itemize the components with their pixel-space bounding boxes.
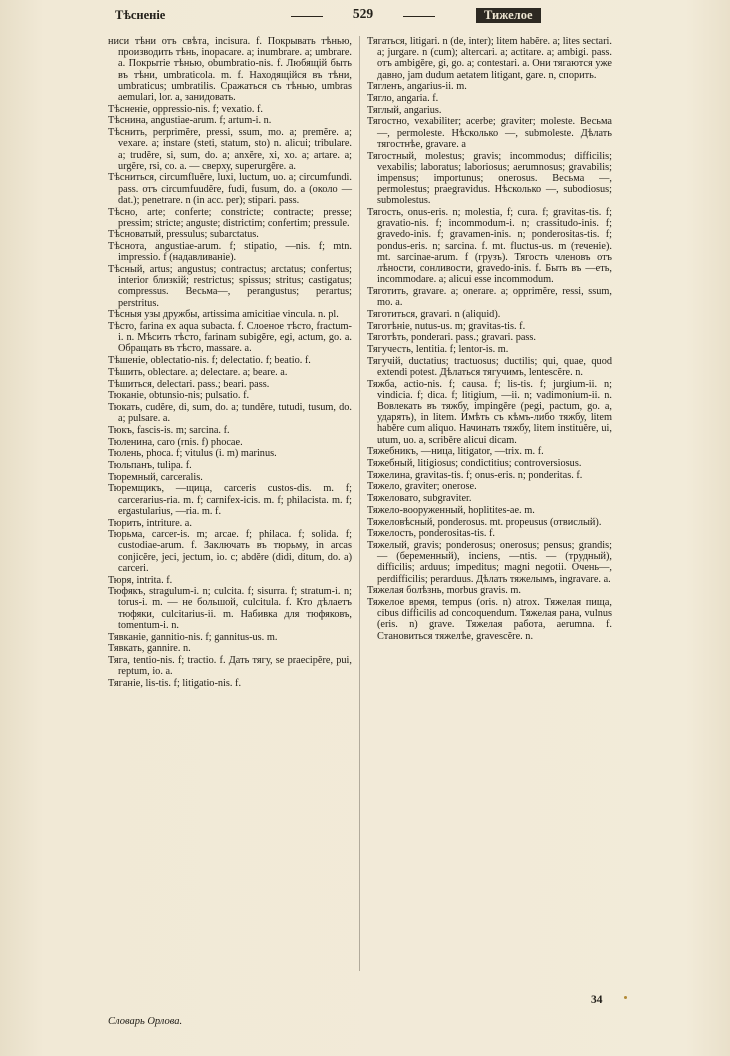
dictionary-entry: Тягучесть, lentitia. f; lentor-is. m. (367, 343, 509, 355)
dictionary-entry: Тѣсто, farina ex aqua subacta. f. Слоеное тѣсто, fractum-i. n. Мѣсить тѣсто, farinam subigĕre, egi, actum, go. a. Обращать въ тѣсто, massare. a. (108, 321, 352, 355)
dictionary-entry: Тюльпанъ, tulipa. f. (108, 460, 192, 472)
dictionary-entry: Тюремщикъ, —щица, carceris custos-dis. m. f; carcerarius-ria. m. f; carnifex-icis. m. f; philacista. m. f; ergastularius, —ria. m. f. (108, 483, 352, 517)
dictionary-entry: Тяжелый, gravis; ponderosus; onerosus; pensus; grandis; — (беременный), inciens, —ntis. — (трудный), difficilis; arduus; impeditus; magni negotii. Очень—, perdifficilis; perarduus. Дѣлать тяжелымъ, ingravare. a. (367, 539, 612, 585)
dictionary-entry: Тяготѣніе, nutus-us. m; gravitas-tis. f. (367, 320, 526, 332)
dictionary-entry: Тягостно, vexabiliter; acerbe; graviter; moleste. Весьма —, permoleste. Нѣсколько —, submoleste. Дѣлать тягостнѣе, gravare. a (367, 116, 612, 150)
dictionary-entry: Тюкъ, fascis-is. m; sarcina. f. (108, 424, 230, 436)
page-number: 529 (283, 6, 443, 22)
dictionary-entry: Тѣснить, perprimĕre, pressi, ssum, mo. a; premĕre. a; vexare. a; instare (steti, statum, sto) n. alicui; tribulare. a; trudĕre, si, sum, do. a; anxĕre, xi, xo. a; artare. a; urgĕre, rsi, co. a. — сверху, superurgĕre. a. (108, 127, 352, 172)
dictionary-entry: Тяжеловѣсный, ponderosus. mt. propeusus (отвислый). (367, 516, 602, 528)
left-column (108, 36, 352, 690)
dictionary-entry: Тяжелое время, tempus (oris. n) atrox. Тяжелая пища, cibus difficilis ad concoquendum. Тяжелая рана, vulnus (eris. n) grave. Тяжелая работа, aerumna. f. Становиться тяжелѣе, gravescĕre. n. (367, 596, 612, 642)
dictionary-entry: Тягость, onus-eris. n; molestia, f; cura. f; gravitas-tis. f; gravatio-nis. f; incommodum-i. n; crassitudo-inis. f; gravedo-inis. f; gravamen-inis. n; ponderositas-tis. f; pondus-eris. n; sarcina. f. mt. fluctus-us. m (теченіе). mt. sarcinae-arum. f (грузъ). Тягость членовъ отъ лѣности, сонливости, gravedo-inis. f. Быть въ —еть, incommodare. a; alicui esse incommodum. (367, 207, 612, 286)
dictionary-entry: Тяганіе, lis-tis. f; litigatio-nis. f. (108, 677, 242, 689)
dictionary-entry: Тявкать, gannire. n. (108, 643, 191, 655)
dictionary-entry: Тѣсныя узы дружбы, artissima amicitiae vincula. n. pl. (108, 309, 339, 321)
dictionary-entry: Тѣшиться, delectari. pass.; beari. pass. (108, 378, 270, 390)
dictionary-entry: Тѣснота, angustiae-arum. f; stipatio, —nis. f; mtn. impressio. f (надавливаніе). (108, 241, 352, 264)
dictionary-entry: Тягло, angaria. f. (367, 93, 439, 105)
dictionary-entry: ниси тѣни отъ свѣта, incisura. f. Покрывать тѣнью, производить тѣнь, inopacare. a; inumbrare. a; umbrare. a. Покрытіе тѣнью, obumbratio-nis. f. Любящій быть въ тѣни, umbraticola. m. f. Находящійся въ тѣни, umbraticus; umbratilis. Сражаться съ тѣнью, umbras aemulari, lor. a, занидовать. (108, 36, 352, 104)
dictionary-entry: Тяжелина, gravitas-tis. f; onus-eris. n; ponderitas. f. (367, 469, 583, 481)
dictionary-entry: Тѣшеніе, oblectatio-nis. f; delectatio. f; beatio. f. (108, 355, 311, 367)
dictionary-entry: Тюканіе, obtunsio-nis; pulsatio. f. (108, 390, 250, 402)
dictionary-entry: Тюлень, phoca. f; vitulus (i. m) marinus. (108, 448, 277, 460)
dictionary-entry: Тяга, tentio-nis. f; tractio. f. Дать тягу, se praecipĕre, pui, reptum, io. a. (108, 654, 352, 678)
dictionary-entry: Тягаться, litigari. n (de, inter); litem habĕre. a; lites sectari. a; jurgare. n (cum); altercari. a; actitare. a; ambigi. pass. отъ ambigĕre, gi, go. a; contestari. a. Они тягаются уже давно, jam dudum aetatem litigant, gare. n, спорить. (367, 36, 612, 81)
dictionary-entry: Тяжеловато, subgraviter. (367, 493, 472, 505)
dictionary-entry: Тѣшить, oblectare. a; delectare. a; beare. a. (108, 366, 288, 378)
signature-mark: Словарь Орлова. (108, 1016, 183, 1027)
dictionary-entry: Тягучій, ductatius; tractuosus; ductilis; qui, quae, quod extendi potest. Дѣлаться тягучимъ, lentescĕre. n. (367, 355, 612, 378)
sheet-number: 34 (591, 994, 603, 1006)
dictionary-entry: Тягленъ, angarius-ii. m. (367, 81, 467, 93)
column-divider (359, 36, 360, 971)
dictionary-entry: Тяжба, actio-nis. f; causa. f; lis-tis. f; jurgium-ii. n; vindicia. f; dica. f; litigium, —ii. n; vadimonium-ii. n. Вовлекать въ тяжбу, impingĕre (pegi, pactum, go. a, ударять), in litem. Имѣть съ кѣмъ-либо тяжбу, litem habĕre cum aliquo. Начинать тяжбу, litem instituĕre, ui, utum, uo. a, scribĕre alicui dicam. (367, 378, 612, 446)
dictionary-entry: Тюрить, intriture. a. (108, 517, 192, 529)
dictionary-entry: Тюленина, caro (rnis. f) phocae. (108, 436, 243, 448)
dictionary-entry: Тѣсно, arte; conferte; constricte; contracte; presse; pressim; stricte; anguste; districtim; confertim; pressule. (108, 206, 352, 229)
right-column (367, 36, 612, 642)
page-header (0, 6, 730, 28)
dictionary-entry: Тяжелая болѣзнь, morbus gravis. m. (367, 585, 521, 597)
dictionary-entry: Тѣсноватый, pressulus; subarctatus. (108, 229, 259, 241)
dictionary-entry: Тѣснина, angustiae-arum. f; artum-i. n. (108, 115, 272, 127)
dictionary-entry: Тяжело, graviter; onerose. (367, 481, 477, 493)
dictionary-entry: Тявканіе, gannitio-nis. f; gannitus-us. m. (108, 631, 278, 643)
dictionary-entry: Тюфякъ, stragulum-i. n; culcita. f; sisurra. f; stratum-i. n; torus-i. m. — не большой, culcitula. f. Кто дѣлаетъ тюфяки, culcitarius-ii. m. Набивка для тюфяковъ, tomentum-i. n. (108, 586, 352, 631)
left-running-headword: Тѣсненіе (115, 8, 166, 22)
dictionary-entry: Тяготѣть, ponderari. pass.; gravari. pass. (367, 332, 537, 344)
dictionary-entry: Тяжело-вооруженный, hoplitites-ae. m. (367, 504, 535, 516)
dictionary-entry: Тѣсниться, circumfluĕre, luxi, luctum, uo. a; circumfundi. pass. отъ circumfuudĕre, fudi, fusum, do. a (около — dat.); penetrare. n (in acc. per); stipari. pass. (108, 172, 352, 206)
right-running-headword: Тижелое (476, 8, 541, 23)
dictionary-entry: Тюрьма, carcer-is. m; arcae. f; philaca. f; solida. f; custodiae-arum. f. Заключать въ тюрьму, in arcas conjicĕre, jeci, jectum, io. c; abdĕre (didi, ditum, do. a) carceri. (108, 529, 352, 574)
dictionary-entry: Тяжебникъ, —ница, litigator, —trix. m. f. (367, 446, 544, 458)
dictionary-entry: Тѣсный, artus; angustus; contractus; arctatus; confertus; interior близкій; restrictus; spissus; stritus; castigatus; compressus. Весьма—, perangustus; perartus; perstritus. (108, 264, 352, 309)
dictionary-entry: Тюря, intrita. f. (108, 574, 173, 586)
dictionary-entry: Тѣсненіе, oppressio-nis. f; vexatio. f. (108, 103, 264, 115)
dictionary-entry: Тяглый, angarius. (367, 104, 442, 116)
dictionary-entry: Тяготить, gravare. a; onerare. a; opprimĕre, ressi, ssum, mo. a. (367, 285, 612, 309)
dictionary-entry: Тяжелость, ponderositas-tis. f. (367, 528, 495, 540)
dictionary-entry: Тягостный, molestus; gravis; incommodus; difficilis; vexabilis; laboratus; laboriosus; aerumnosus; gravabilis; impensus; importunus; onerosus. Весьма —, permolestus; praegravidus. Нѣсколько —, subodiosus; submolestus. (367, 150, 612, 207)
dictionary-entry: Тюкать, cudĕre, di, sum, do. a; tundĕre, tutudi, tusum, do. a; pulsare. a. (108, 402, 352, 425)
dictionary-entry: Тяготиться, gravari. n (aliquid). (367, 308, 501, 320)
ink-spot (624, 996, 627, 999)
dictionary-entry: Тюремный, carceralis. (108, 471, 203, 483)
dictionary-entry: Тяжебный, litigiosus; condictitius; controversiosus. (367, 458, 582, 470)
